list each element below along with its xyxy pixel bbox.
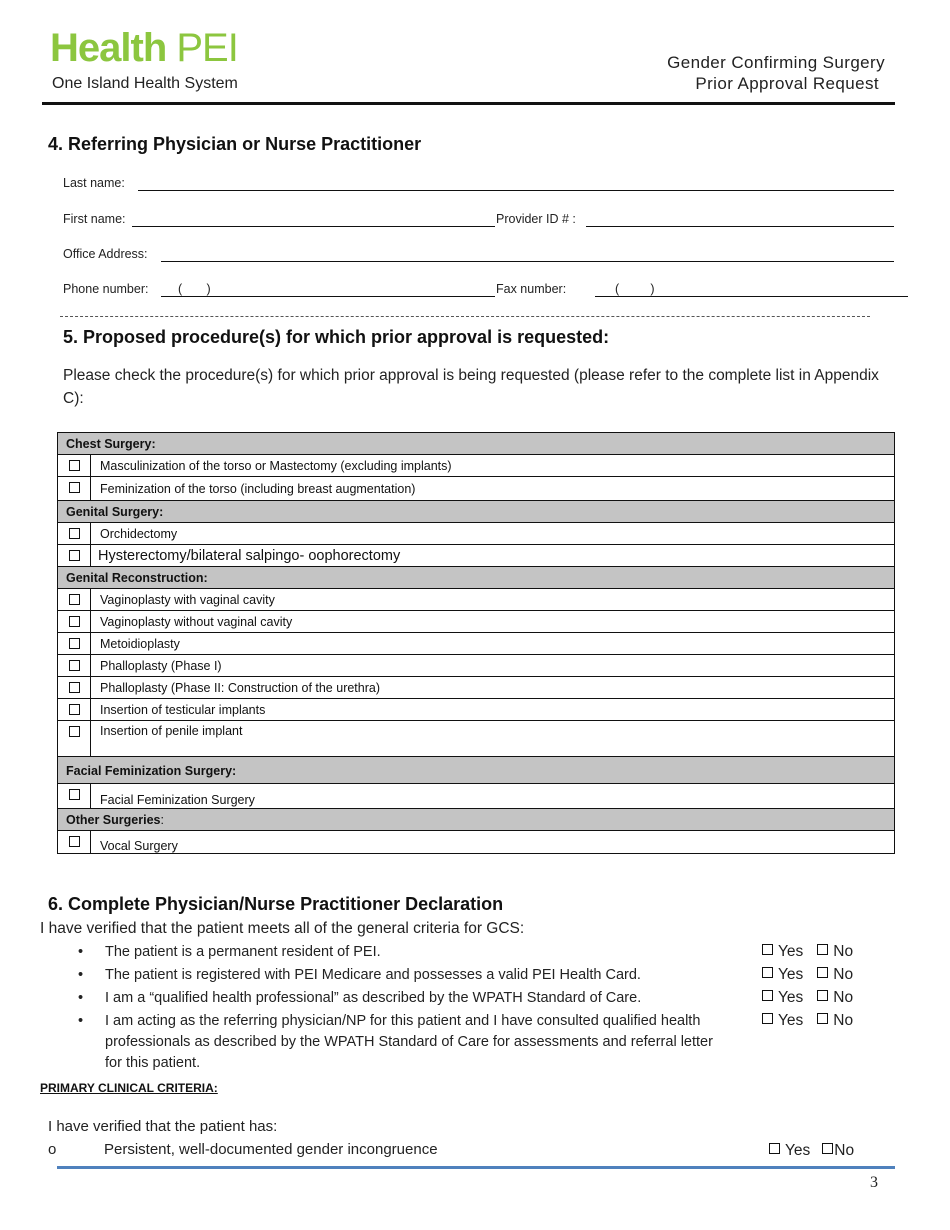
procedure-label: Vocal Surgery (91, 831, 895, 854)
procedure-row (58, 545, 895, 567)
checkbox[interactable] (69, 638, 80, 649)
procedure-label: Orchidectomy (91, 523, 895, 545)
no-checkbox[interactable] (817, 990, 828, 1001)
yes-checkbox[interactable] (769, 1143, 780, 1154)
office-address-label: Office Address: (63, 247, 148, 261)
procedure-row (58, 721, 895, 757)
group-header-row (58, 501, 895, 523)
checkbox[interactable] (69, 550, 80, 561)
no-label: No (833, 1012, 854, 1029)
page-number: 3 (870, 1174, 878, 1191)
no-checkbox[interactable] (817, 967, 828, 978)
checkbox[interactable] (69, 660, 80, 671)
checkbox-cell (58, 784, 91, 809)
section-separator (60, 316, 870, 317)
procedure-row (58, 831, 895, 854)
section6-intro: I have verified that the patient meets all of the general criteria for GCS: (40, 920, 525, 937)
first-name-field[interactable] (132, 226, 495, 227)
yes-label: Yes (778, 966, 804, 983)
last-name-field[interactable] (138, 190, 894, 191)
first-name-label: First name: (63, 212, 126, 226)
procedure-label: Phalloplasty (Phase II: Construction of the urethra) (91, 677, 895, 699)
yes-no-column (762, 943, 853, 1035)
yes-label: Yes (785, 1142, 811, 1159)
checkbox[interactable] (69, 726, 80, 737)
procedure-label: Facial Feminization Surgery (91, 784, 895, 809)
bullet-icon: • (78, 944, 84, 960)
procedure-row (58, 611, 895, 633)
criteria-item (78, 965, 718, 986)
no-label: No (833, 966, 854, 983)
procedure-row (58, 677, 895, 699)
no-checkbox[interactable] (822, 1143, 833, 1154)
bullet-icon: • (78, 1013, 84, 1029)
section5-title: 5. Proposed procedure(s) for which prior approval is requested: (63, 327, 610, 347)
checkbox-cell (58, 831, 91, 854)
provider-id-label: Provider ID # : (496, 212, 576, 226)
checkbox[interactable] (69, 594, 80, 605)
checkbox[interactable] (69, 682, 80, 693)
health-pei-logo (50, 28, 238, 68)
checkbox[interactable] (69, 528, 80, 539)
no-label: No (833, 989, 854, 1006)
procedure-row (58, 655, 895, 677)
procedure-label: Feminization of the torso (including breast augmentation) (91, 477, 895, 501)
yes-label: Yes (778, 943, 804, 960)
checkbox-cell (58, 699, 91, 721)
procedure-row (58, 784, 895, 809)
criteria-text: I am a “qualified health professional” as described by the WPATH Standard of Care. (105, 990, 642, 1006)
group-header-chest: Chest Surgery: (58, 433, 895, 455)
section5-instructions: Please check the procedure(s) for which prior approval is being requested (please refer to the complete list in Appendix C): (63, 367, 879, 407)
primary-criteria-item: Persistent, well-documented gender incongruence (104, 1141, 438, 1158)
no-checkbox[interactable] (817, 1013, 828, 1024)
criteria-item (78, 988, 718, 1009)
phone-number-field[interactable] (161, 296, 495, 297)
general-criteria-list (78, 942, 718, 1076)
criteria-text: The patient is registered with PEI Medicare and possesses a valid PEI Health Card. (105, 967, 641, 983)
yes-label: Yes (778, 1012, 804, 1029)
checkbox-cell (58, 633, 91, 655)
procedure-label: Hysterectomy/bilateral salpingo- oophorectomy (91, 545, 895, 567)
office-address-field[interactable] (161, 261, 894, 262)
procedure-row (58, 455, 895, 477)
procedure-label: Insertion of penile implant (91, 721, 895, 757)
phone-number-label: Phone number: (63, 282, 149, 296)
yes-checkbox[interactable] (762, 990, 773, 1001)
checkbox[interactable] (69, 482, 80, 493)
group-header-row (58, 433, 895, 455)
primary-criteria-title: PRIMARY CLINICAL CRITERIA: (40, 1081, 218, 1095)
procedure-label: Masculinization of the torso or Mastectomy (excluding implants) (91, 455, 895, 477)
group-header-genital-reconstruction: Genital Reconstruction: (58, 567, 895, 589)
no-label: No (833, 943, 854, 960)
criteria-item (78, 942, 718, 963)
verified-intro: I have verified that the patient has: (48, 1118, 278, 1135)
group-header-facial: Facial Feminization Surgery: (58, 757, 895, 784)
checkbox-cell (58, 589, 91, 611)
form-title-line2: Prior Approval Request (695, 74, 879, 93)
yes-no-row (762, 989, 853, 1012)
no-checkbox[interactable] (817, 944, 828, 955)
procedure-label: Vaginoplasty with vaginal cavity (91, 589, 895, 611)
bullet-icon: • (78, 990, 84, 1006)
procedure-label: Insertion of testicular implants (91, 699, 895, 721)
group-header-row (58, 809, 895, 831)
group-header-genital-surgery: Genital Surgery: (58, 501, 895, 523)
fax-number-label: Fax number: (496, 282, 567, 296)
yes-no-row (762, 943, 853, 966)
no-label: No (834, 1142, 855, 1159)
group-header-other-colon: : (160, 812, 164, 827)
procedure-row (58, 589, 895, 611)
criteria-text: I am acting as the referring physician/NP for this patient and I have consulted qualified health professionals as described by the WPATH Standard of Care for assessments and referral letter for this patient. (105, 1013, 713, 1071)
form-title-line1: Gender Confirming Surgery (667, 53, 885, 72)
fax-area-code: ( ) (615, 282, 655, 296)
group-header-row (58, 567, 895, 589)
group-header-other (58, 809, 895, 831)
procedure-row (58, 477, 895, 501)
procedure-label: Metoidioplasty (91, 633, 895, 655)
checkbox[interactable] (69, 460, 80, 471)
phone-area-code: ( ) (178, 282, 211, 296)
primary-yes-no (769, 1142, 854, 1160)
header-divider (42, 102, 895, 105)
checkbox-cell (58, 455, 91, 477)
procedure-row (58, 633, 895, 655)
group-header-row (58, 757, 895, 784)
procedures-table (57, 432, 895, 854)
yes-no-row (762, 1012, 853, 1035)
checkbox[interactable] (69, 704, 80, 715)
procedure-row (58, 523, 895, 545)
checkbox-cell (58, 655, 91, 677)
section6-title: 6. Complete Physician/Nurse Practitioner Declaration (48, 894, 504, 914)
yes-checkbox[interactable] (762, 967, 773, 978)
checkbox[interactable] (69, 836, 80, 847)
yes-checkbox[interactable] (762, 944, 773, 955)
logo-tagline: One Island Health System (52, 75, 238, 92)
yes-checkbox[interactable] (762, 1013, 773, 1024)
checkbox-cell (58, 477, 91, 501)
provider-id-field[interactable] (586, 226, 894, 227)
form-title (667, 52, 885, 94)
group-header-other-label: Other Surgeries (66, 812, 161, 827)
logo-health-text: Health (50, 26, 167, 70)
checkbox-cell (58, 545, 91, 567)
procedure-row (58, 699, 895, 721)
last-name-label: Last name: (63, 176, 125, 190)
logo-pei-text: PEI (176, 26, 238, 70)
procedure-label: Vaginoplasty without vaginal cavity (91, 611, 895, 633)
footer-divider (57, 1166, 895, 1169)
checkbox-cell (58, 721, 91, 757)
checkbox-cell (58, 611, 91, 633)
criteria-text: The patient is a permanent resident of PEI. (105, 944, 381, 960)
checkbox-cell (58, 677, 91, 699)
checkbox[interactable] (69, 789, 80, 800)
bullet-icon: • (78, 967, 84, 983)
fax-number-field[interactable] (595, 296, 908, 297)
section4-title: 4. Referring Physician or Nurse Practitioner (48, 134, 422, 154)
criteria-item (78, 1011, 718, 1074)
procedure-label: Phalloplasty (Phase I) (91, 655, 895, 677)
checkbox-cell (58, 523, 91, 545)
yes-no-row (762, 966, 853, 989)
checkbox[interactable] (69, 616, 80, 627)
yes-label: Yes (778, 989, 804, 1006)
circle-bullet-icon: o (48, 1141, 57, 1158)
